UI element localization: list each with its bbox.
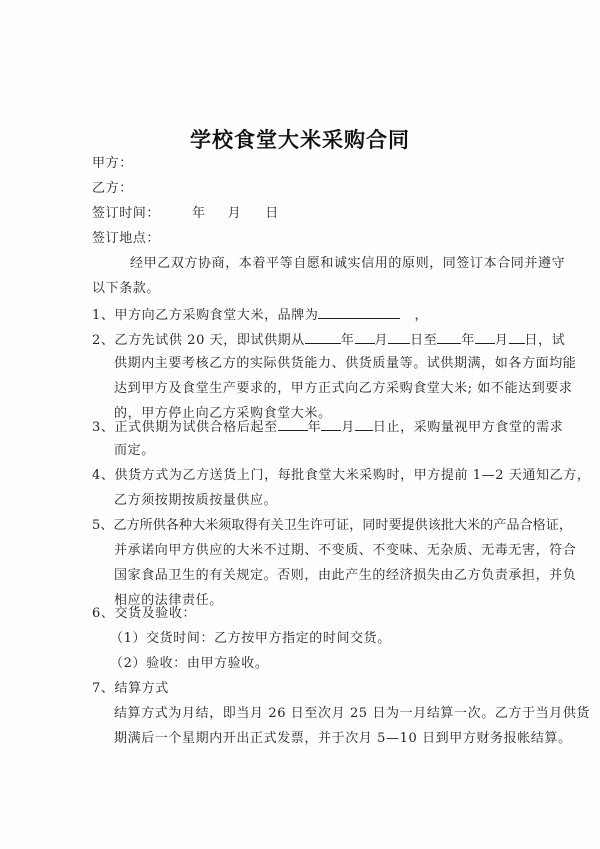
clause-7-heading: 7、结算方式 <box>92 681 169 696</box>
trial-end-year-blank[interactable] <box>437 330 461 344</box>
sign-place-field <box>92 230 160 248</box>
sign-time-label: 签订时间： <box>92 206 161 221</box>
year-label: 年 <box>307 420 322 435</box>
day-to-label: 日至 <box>410 333 438 348</box>
clause-3-text: 3、正式供期为试供合格后起至 <box>92 420 278 435</box>
document-title: 学校食堂大米采购合同 <box>190 127 410 152</box>
clause-3-suffix: 日止，采购量视甲方食堂的需求 <box>372 420 564 435</box>
year-label: 年 <box>461 333 475 348</box>
party-a-field <box>92 155 133 173</box>
sign-year: 年 <box>192 206 206 221</box>
trial-end-day-blank[interactable] <box>509 330 525 344</box>
sign-day: 日 <box>265 206 279 221</box>
year-label: 年 <box>340 333 355 348</box>
clause-6-item-1: （1）交货时间：乙方按甲方指定的时间交货。 <box>110 631 391 646</box>
clause-7-line-1: 结算方式为月结，即当月 26 日至次月 25 日为一月结算一次。乙方于当月供货 <box>114 706 591 721</box>
sign-place-label: 签订地点： <box>92 231 161 246</box>
clause-7-line-2: 期满后一个星期内开出正式发票，并于次月 5—10 日到甲方财务报帐结算。 <box>114 731 572 746</box>
clause-2-line-3: 达到甲方及食堂生产要求的，甲方正式向乙方采购食堂大米; 如不能达到要求 <box>114 381 573 396</box>
trial-end-month-blank[interactable] <box>475 330 495 344</box>
clause-2-line-4: 的，甲方停止向乙方采购食堂大米。 <box>114 406 332 421</box>
trial-start-day-blank[interactable] <box>388 330 410 344</box>
clause-5-line-4: 相应的法律责任。 <box>114 593 223 608</box>
clause-2-line-2: 供期内主要考核乙方的实际供货能力、供货质量等。试供期满，如各方面均能 <box>114 356 577 371</box>
clause-5-line-1: 5、乙方所供各种大米须取得有关卫生许可证，同时要提供该批大米的产品合格证， <box>92 518 572 533</box>
sign-time-field <box>92 205 279 223</box>
day-end-label: 日，试 <box>524 333 566 348</box>
clause-3-line-2: 而定。 <box>114 443 155 458</box>
party-a-label: 甲方： <box>92 156 133 171</box>
formal-end-year-blank[interactable] <box>278 417 308 431</box>
clause-6-heading: 6、交货及验收： <box>92 606 197 621</box>
trial-start-year-blank[interactable] <box>305 330 341 344</box>
clause-2-line-1 <box>92 330 565 350</box>
month-label: 月 <box>494 333 509 348</box>
trial-start-month-blank[interactable] <box>355 330 375 344</box>
month-label: 月 <box>341 420 355 435</box>
clause-1 <box>92 305 428 325</box>
party-b-field <box>92 180 133 198</box>
formal-end-month-blank[interactable] <box>321 417 341 431</box>
formal-end-day-blank[interactable] <box>355 417 373 431</box>
party-b-label: 乙方： <box>92 181 133 196</box>
clause-4-line-2: 乙方须按期按质按量供应。 <box>114 493 278 508</box>
clause-4-line-1: 4、供货方式为乙方送货上门，每批食堂大米采购时，甲方提前 1—2 天通知乙方， <box>92 468 591 483</box>
clause-1-suffix: ， <box>414 308 429 323</box>
brand-blank[interactable] <box>318 305 400 319</box>
clause-5-line-3: 国家食品卫生的有关规定。否则，由此产生的经济损失由乙方负责承担，并负 <box>114 568 577 583</box>
clause-1-text: 1、甲方向乙方采购食堂大米，品牌为 <box>92 308 319 323</box>
clause-5-line-2: 并承诺向甲方供应的大米不过期、不变质、不变味、无杂质、无毒无害，符合 <box>114 543 577 558</box>
month-label: 月 <box>374 333 389 348</box>
clause-2-text: 2、乙方先试供 20 天，即试供期从 <box>92 333 305 348</box>
intro-line-2: 以下条款。 <box>92 281 161 296</box>
clause-6-item-2: （2）验收：由甲方验收。 <box>110 656 269 671</box>
intro-line-1: 经甲乙双方协商，本着平等自愿和诚实信用的原则，同签订本合同并遵守 <box>130 256 566 271</box>
clause-3-line-1 <box>92 417 563 437</box>
sign-month: 月 <box>227 206 242 221</box>
